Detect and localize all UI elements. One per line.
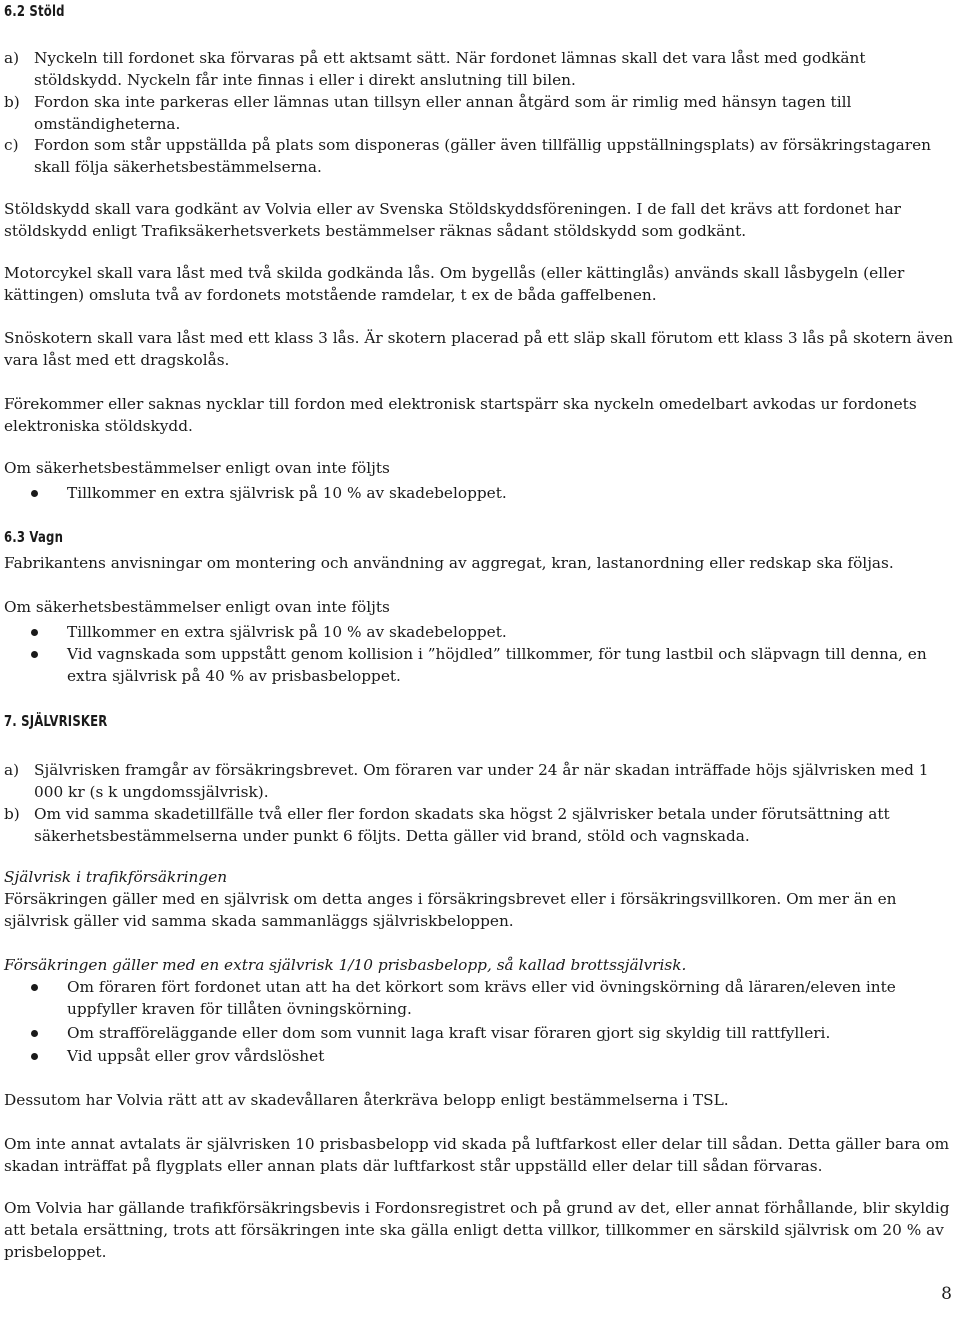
bullet-dot-icon — [4, 643, 67, 687]
paragraph: Om inte annat avtalats är självrisken 10 prisbasbelopp vid skada på luftfarkost eller delar till sådan. Detta gäller bara om skadan inträffat på flygplats eller annan plats där luftfarkost står uppställd eller delar till sådan förvaras. — [4, 1135, 950, 1175]
section-heading-6-3: 6.3 Vagn — [4, 528, 64, 546]
bullet-dot-icon — [4, 1022, 67, 1044]
bullet-text: Tillkommer en extra självrisk på 10 % av skadebeloppet. — [67, 484, 507, 502]
subheading: Försäkringen gäller med en extra självrisk 1/10 prisbasbelopp, så kallad brottssjälvrisk. — [4, 956, 687, 974]
bullet-dot-icon — [4, 1045, 67, 1067]
list-marker: a) — [4, 761, 20, 779]
paragraph: Om Volvia har gällande trafikförsäkringsbevis i Fordonsregistret och på grund av det, eller annat förhållande, blir skyldig att betala ersättning, trots att försäkringen inte ska gälla enligt detta villkor, tillkommer en särskild självrisk om 20 % av prisbeloppet. — [4, 1199, 950, 1261]
page-number: 8 — [941, 1284, 952, 1304]
list-item-text: Självrisken framgår av försäkringsbrevet. Om föraren var under 24 år när skadan inträffade höjs självrisken med 1 000 kr (s k ungdomssjälvrisk). — [34, 761, 929, 801]
list-marker: c) — [4, 136, 19, 154]
bullet-item — [4, 621, 954, 643]
paragraph: Motorcykel skall vara låst med två skilda godkända lås. Om bygellås (eller kättinglås) används skall låsbygeln (eller kättingen) omsluta två av fordonets motstående ramdelar, t ex de båda gaffelbenen. — [4, 264, 905, 304]
list-item-b — [4, 91, 954, 135]
list-item-a — [4, 759, 954, 803]
bullet-text: Vid uppsåt eller grov vårdslöshet — [67, 1047, 325, 1065]
list-marker: b) — [4, 805, 20, 823]
paragraph: Snöskotern skall vara låst med ett klass 3 lås. Är skotern placerad på ett släp skall förutom ett klass 3 lås på skotern även vara låst med ett dragskolås. — [4, 329, 954, 369]
list-item-text: Om vid samma skadetillfälle två eller fler fordon skadats ska högst 2 självrisker betala under förutsättning att säkerhetsbestämmelserna under punkt 6 följts. Detta gäller vid brand, stöld och vagnskada. — [34, 805, 890, 845]
bullet-item — [4, 1045, 954, 1067]
list-item-a — [4, 47, 954, 91]
paragraph: Förekommer eller saknas nycklar till fordon med elektronisk startspärr ska nyckeln omedelbart avkodas ur fordonets elektroniska stöldskydd. — [4, 395, 917, 435]
bullet-text: Vid vagnskada som uppstått genom kollision i ”höjdled” tillkommer, för tung lastbil och släpvagn till denna, en extra självrisk på 40 % av prisbasbeloppet. — [67, 645, 927, 685]
paragraph: Försäkringen gäller med en självrisk om detta anges i försäkringsbrevet eller i försäkringsvillkoren. Om mer än en självrisk gäller vid samma skada sammanläggs självriskbeloppen. — [4, 890, 897, 930]
bullet-item — [4, 1022, 954, 1044]
section-heading-7: 7. SJÄLVRISKER — [4, 712, 108, 730]
paragraph: Stöldskydd skall vara godkänt av Volvia eller av Svenska Stöldskyddsföreningen. I de fall det krävs att fordonet har stöldskydd enligt Trafiksäkerhetsverkets bestämmelser räknas sådant stöldskydd som godkänt. — [4, 200, 901, 240]
condition-heading: Om säkerhetsbestämmelser enligt ovan inte följts — [4, 598, 390, 616]
paragraph: Fabrikantens anvisningar om montering och användning av aggregat, kran, lastanordning eller redskap ska följas. — [4, 554, 894, 572]
bullet-item — [4, 643, 954, 687]
bullet-text: Om strafföreläggande eller dom som vunnit laga kraft visar föraren gjort sig skyldig till rattfylleri. — [67, 1024, 831, 1042]
condition-heading: Om säkerhetsbestämmelser enligt ovan inte följts — [4, 459, 390, 477]
list-item-text: Fordon som står uppställda på plats som disponeras (gäller även tillfällig uppställningsplats) av försäkringstagaren skall följa säkerhetsbestämmelserna. — [34, 136, 932, 176]
list-marker: b) — [4, 93, 20, 111]
list-item-b — [4, 803, 954, 847]
bullet-dot-icon — [4, 621, 67, 643]
paragraph: Dessutom har Volvia rätt att av skadevållaren återkräva belopp enligt bestämmelserna i TSL. — [4, 1091, 729, 1109]
bullet-item — [4, 482, 954, 504]
list-item-text: Fordon ska inte parkeras eller lämnas utan tillsyn eller annan åtgärd som är rimlig med hänsyn tagen till omständigheterna. — [34, 93, 852, 133]
section-heading-6-2: 6.2 Stöld — [4, 2, 65, 20]
bullet-text: Om föraren fört fordonet utan att ha det körkort som krävs eller vid övningskörning då läraren/eleven inte uppfyller kraven för tillåten övningskörning. — [67, 978, 896, 1018]
list-item-c — [4, 134, 954, 178]
bullet-dot-icon — [4, 482, 67, 504]
bullet-text: Tillkommer en extra självrisk på 10 % av skadebeloppet. — [67, 623, 507, 641]
list-marker: a) — [4, 49, 20, 67]
bullet-item — [4, 976, 954, 1020]
subheading: Självrisk i trafikförsäkringen — [4, 868, 228, 886]
bullet-dot-icon — [4, 976, 67, 1020]
list-item-text: Nyckeln till fordonet ska förvaras på ett aktsamt sätt. När fordonet lämnas skall det vara låst med godkänt stöldskydd. Nyckeln får inte finnas i eller i direkt anslutning till bilen. — [34, 49, 866, 89]
